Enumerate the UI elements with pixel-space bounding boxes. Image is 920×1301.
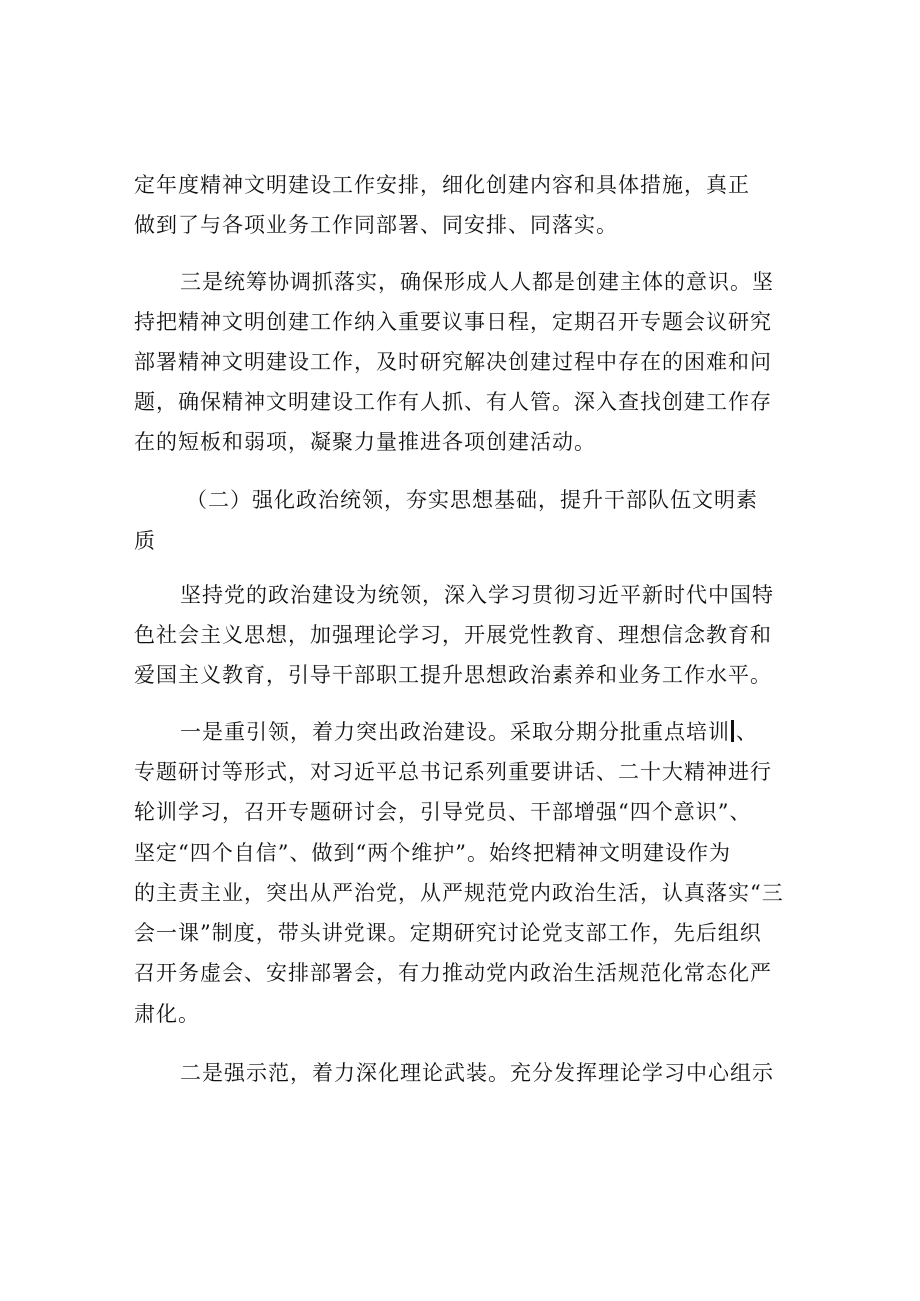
- paragraph-2-line-4: 题，确保精神文明建设工作有人抓、有人管。深入查找创建工作存: [134, 390, 772, 414]
- paragraph-4-line-1-text: 一是重引领，着力突出政治建设。采取分期分批重点培训: [180, 720, 730, 744]
- paragraph-5-line-1: 二是强示范，着力深化理论武装。充分发挥理论学习中心组示: [180, 1061, 774, 1085]
- paragraph-2-line-5: 在的短板和弱项，凝聚力量推进各项创建活动。: [134, 430, 596, 454]
- paragraph-1-line-2: 做到了与各项业务工作同部署、同安排、同落实。: [134, 213, 618, 237]
- paragraph-4-line-6: 会一课”制度，带头讲党课。定期研究讨论党支部工作，先后组织: [134, 921, 762, 945]
- paragraph-2-line-2: 持把精神文明创建工作纳入重要议事日程，定期召开专题会议研究: [134, 310, 772, 334]
- paragraph-4-line-2: 专题研讨等形式，对习近平总书记系列重要讲话、二十大精神进行: [134, 760, 772, 784]
- paragraph-4-line-1-tail: 、: [736, 720, 758, 744]
- text-cursor-icon: [731, 720, 734, 742]
- paragraph-4-line-1[interactable]: [180, 717, 758, 747]
- section-heading-line-1: （二）强化政治统领，夯实思想基础，提升干部队伍文明素: [186, 488, 758, 512]
- paragraph-4-line-7: 召开务虚会、安排部署会，有力推动党内政治生活规范化常态化严: [134, 961, 772, 985]
- paragraph-4-line-4: 坚定“四个自信”、做到“两个维护”。始终把精神文明建设作为: [134, 841, 731, 865]
- section-heading-line-2: 质: [134, 529, 156, 553]
- paragraph-1-line-1: 定年度精神文明建设工作安排，细化创建内容和具体措施，真正: [134, 173, 750, 197]
- paragraph-4-line-8: 肃化。: [134, 1002, 200, 1026]
- paragraph-2-line-3: 部署精神文明建设工作，及时研究解决创建过程中存在的困难和问: [134, 350, 772, 374]
- paragraph-4-line-5: 的主责主业，突出从严治党，从严规范党内政治生活，认真落实“三: [134, 881, 784, 905]
- paragraph-3-line-3: 爱国主义教育，引导干部职工提升思想政治素养和业务工作水平。: [134, 663, 772, 687]
- paragraph-2-line-1: 三是统筹协调抓落实，确保形成人人都是创建主体的意识。坚: [180, 270, 774, 294]
- paragraph-4-line-3: 轮训学习，召开专题研讨会，引导党员、干部增强“四个意识”、: [134, 800, 752, 824]
- paragraph-3-line-2: 色社会主义思想，加强理论学习，开展党性教育、理想信念教育和: [134, 623, 772, 647]
- paragraph-3-line-1: 坚持党的政治建设为统领，深入学习贯彻习近平新时代中国特: [180, 583, 774, 607]
